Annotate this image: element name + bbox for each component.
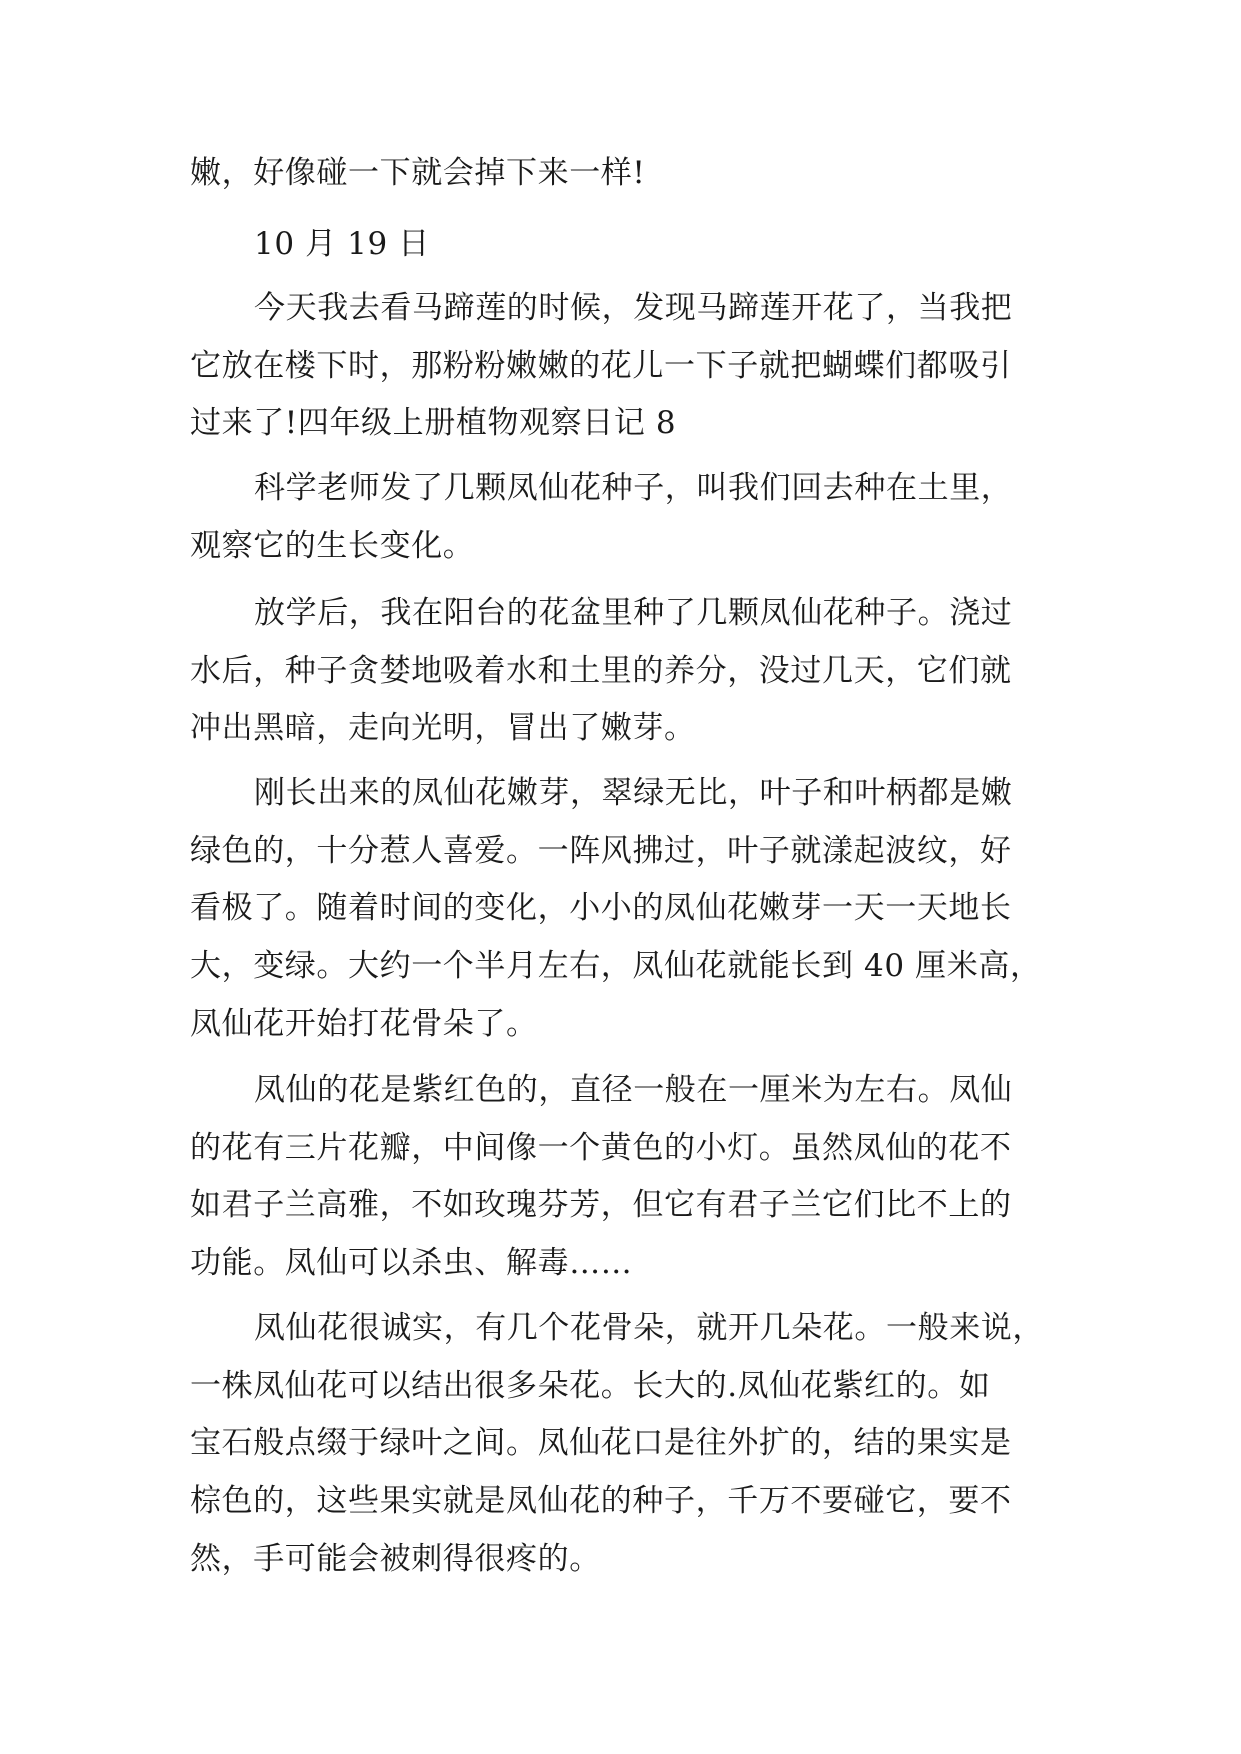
text-line: 如君子兰高雅，不如玫瑰芬芳，但它有君子兰它们比不上的 — [190, 1187, 1012, 1223]
text-line: 过来了!四年级上册植物观察日记 8 — [190, 405, 677, 441]
paragraph-first-line: 凤仙的花是紫红色的，直径一般在一厘米为左右。凤仙 — [254, 1072, 1013, 1108]
date-line: 10 月 19 日 — [254, 226, 430, 262]
text-line: 观察它的生长变化。 — [190, 528, 475, 564]
text-line: 的花有三片花瓣，中间像一个黄色的小灯。虽然凤仙的花不 — [190, 1130, 1012, 1166]
paragraph-first-line: 科学老师发了几颗凤仙花种子，叫我们回去种在土里， — [254, 470, 1013, 506]
paragraph-first-line: 今天我去看马蹄莲的时候，发现马蹄莲开花了，当我把 — [254, 290, 1013, 326]
text-line: 凤仙花开始打花骨朵了。 — [190, 1006, 538, 1042]
text-line: 嫩，好像碰一下就会掉下来一样! — [190, 155, 646, 191]
text-line: 冲出黑暗，走向光明，冒出了嫩芽。 — [190, 710, 696, 746]
text-line: 水后，种子贪婪地吸着水和土里的养分，没过几天，它们就 — [190, 653, 1012, 689]
text-line: 功能。凤仙可以杀虫、解毒…… — [190, 1245, 633, 1281]
text-line: 宝石般点缀于绿叶之间。凤仙花口是往外扩的，结的果实是 — [190, 1425, 1012, 1461]
text-line: 看极了。随着时间的变化，小小的凤仙花嫩芽一天一天地长 — [190, 890, 1012, 926]
text-line: 绿色的，十分惹人喜爱。一阵风拂过，叶子就漾起波纹，好 — [190, 833, 1012, 869]
text-line: 棕色的，这些果实就是凤仙花的种子，千万不要碰它，要不 — [190, 1483, 1012, 1519]
text-line: 然，手可能会被刺得很疼的。 — [190, 1541, 601, 1577]
paragraph-first-line: 放学后，我在阳台的花盆里种了几颗凤仙花种子。浇过 — [254, 595, 1013, 631]
text-line: 它放在楼下时，那粉粉嫩嫩的花儿一下子就把蝴蝶们都吸引 — [190, 348, 1012, 384]
text-line: 大，变绿。大约一个半月左右，凤仙花就能长到 40 厘米高， — [190, 948, 1042, 984]
paragraph-first-line: 凤仙花很诚实，有几个花骨朵，就开几朵花。一般来说， — [254, 1310, 1044, 1346]
paragraph-first-line: 刚长出来的凤仙花嫩芽，翠绿无比，叶子和叶柄都是嫩 — [254, 775, 1013, 811]
text-line: 一株凤仙花可以结出很多朵花。长大的.凤仙花紫红的。如 — [190, 1368, 991, 1404]
